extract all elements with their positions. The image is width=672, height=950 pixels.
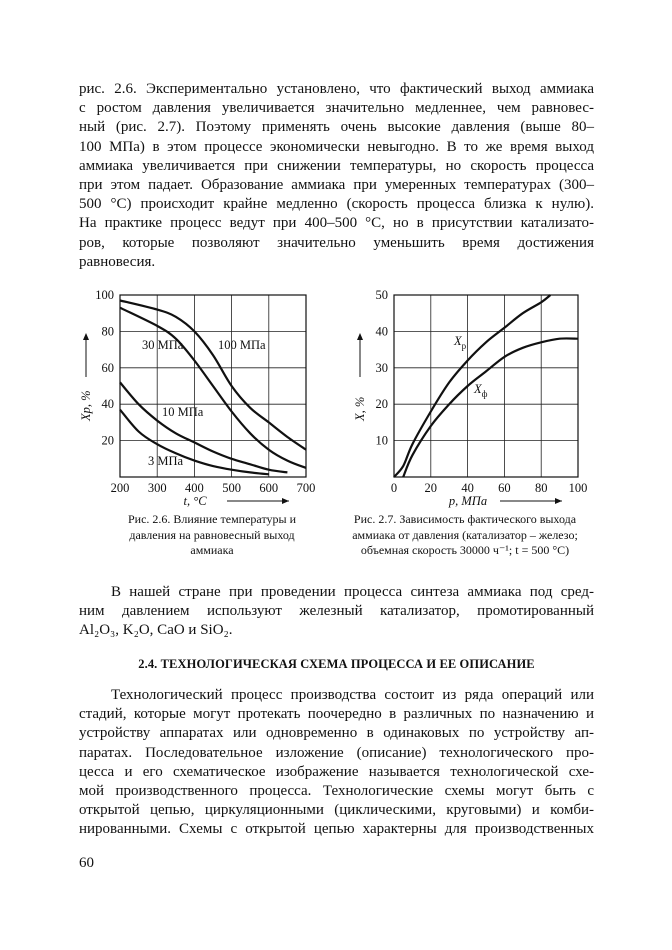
x-axis-title: t, °C	[183, 494, 207, 508]
series-label: 3 МПа	[148, 454, 184, 468]
series-label: 30 МПа	[142, 338, 184, 352]
x-tick-label: 300	[147, 481, 167, 495]
text-line: ним давлением используют железный катализатор, промотированный	[79, 603, 594, 620]
x-tick-label: 80	[534, 481, 548, 495]
y-axis-arrowhead	[83, 333, 89, 340]
catalyst-paragraph	[79, 583, 594, 641]
caption-line: аммиака от давления (катализатор – железо;	[352, 527, 578, 542]
text-line: открытой цепью, циркуляционными (циклическими, круговыми) и комби-	[79, 802, 594, 819]
text-line: при этом падает. Образование аммиака при умеренных температурах (300–	[79, 177, 594, 194]
series-line	[120, 382, 287, 472]
chart-pressure-yield	[352, 285, 592, 517]
x-tick-label: 20	[424, 481, 438, 495]
caption-line: Рис. 2.7. Зависимость фактического выхода	[353, 512, 577, 526]
x-tick-label: 60	[498, 481, 511, 495]
intro-paragraph	[79, 80, 594, 272]
caption-line: аммиака	[190, 543, 234, 557]
plot-frame	[394, 295, 578, 477]
y-tick-label: 60	[101, 360, 114, 375]
x-tick-label: 500	[222, 481, 241, 495]
y-tick-label: 40	[375, 324, 388, 339]
text-line: 100 МПа) в этом процессе экономически невыгодно. В то же время выход	[79, 138, 594, 155]
x-tick-label: 0	[390, 481, 398, 495]
caption-line: объемная скорость 30000 ч⁻¹; t = 500 °С)	[360, 543, 570, 557]
x-axis-arrowhead	[555, 498, 562, 504]
catalyst-formula-line: Al₂O₃, K₂O, CaO и SiO₂.	[79, 622, 233, 639]
text-line: аммиака увеличивается при снижении температуры, но скорость процесса	[79, 157, 594, 174]
section-heading: 2.4. ТЕХНОЛОГИЧЕСКАЯ СХЕМА ПРОЦЕССА И ЕЕ ОПИСАНИЕ	[138, 657, 535, 671]
y-tick-label: 10	[375, 433, 388, 448]
text-line: ный (рис. 2.7). Поэтому применять очень высокие давления (выше 80–	[79, 119, 594, 136]
figure-2-6	[78, 285, 318, 517]
figure-2-7-caption	[334, 512, 596, 559]
series-line	[120, 301, 306, 450]
x-tick-label: 40	[461, 481, 474, 495]
text-line: равновесия.	[79, 253, 156, 270]
y-tick-label: 20	[101, 433, 114, 448]
chart-temperature-yield	[78, 285, 318, 517]
caption-line: давления на равновесный выход	[129, 527, 295, 542]
x-tick-label: 100	[568, 481, 588, 495]
y-axis-arrowhead	[357, 333, 363, 340]
y-tick-label: 40	[101, 397, 114, 412]
text-line: устройству аппаратах или одновременно в одинаковых по устройству ап-	[79, 725, 594, 742]
y-tick-label: 80	[101, 324, 114, 339]
text-line: стадий, которые могут протекать поочередно в различных по назначению и	[79, 706, 594, 723]
body-paragraph	[79, 686, 594, 840]
y-tick-label: 50	[375, 288, 388, 302]
series-label: 100 МПа	[218, 338, 266, 352]
series-label: $X_ф$	[474, 382, 488, 399]
text-line: цесса и его схематическое изображение называется технологической схе-	[79, 763, 594, 780]
x-axis-arrowhead	[282, 498, 289, 504]
page-number: 60	[79, 855, 94, 871]
x-tick-label: 700	[296, 481, 316, 495]
text-line: с ростом давления увеличивается значительно медленнее, чем равновес-	[79, 100, 594, 117]
text-line: паратах. Последовательное изложение (описание) технологического про-	[79, 744, 594, 761]
figure-2-6-caption	[102, 512, 322, 559]
y-tick-label: 100	[95, 288, 114, 302]
x-axis-title: p, МПа	[448, 494, 488, 508]
text-line: На практике процесс ведут при 400–500 °С, но в присутствии катализато-	[79, 215, 594, 232]
y-tick-label: 30	[375, 360, 388, 375]
text-line: мой производственного процесса. Технологические схемы могут быть с	[79, 783, 594, 800]
y-axis-title: X, %	[353, 396, 367, 421]
x-tick-label: 600	[259, 481, 279, 495]
x-tick-label: 400	[185, 481, 204, 495]
text-line: ров, которые позволяют значительно уменьшить время достижения	[79, 234, 594, 251]
y-tick-label: 20	[375, 397, 388, 412]
series-label: $X_p$	[454, 334, 467, 351]
x-tick-label: 200	[110, 481, 130, 495]
caption-line: Рис. 2.6. Влияние температуры и	[127, 512, 297, 526]
text-line: нированными. Схемы с открытой цепью характерны для производственных	[79, 821, 594, 838]
text-line: Технологический процесс производства состоит из ряда операций или	[111, 687, 594, 703]
figure-2-7	[352, 285, 592, 517]
text-line: 500 °С) происходит крайне медленно (скорость процесса близка к нулю).	[79, 196, 594, 213]
text-line: рис. 2.6. Экспериментально установлено, что фактический выход аммиака	[79, 81, 594, 97]
series-label: 10 МПа	[162, 405, 204, 419]
text-line: В нашей стране при проведении процесса синтеза аммиака под сред-	[111, 584, 594, 600]
series-line	[403, 338, 578, 477]
y-axis-title: Xp, %	[79, 390, 93, 421]
series-line	[394, 295, 550, 477]
